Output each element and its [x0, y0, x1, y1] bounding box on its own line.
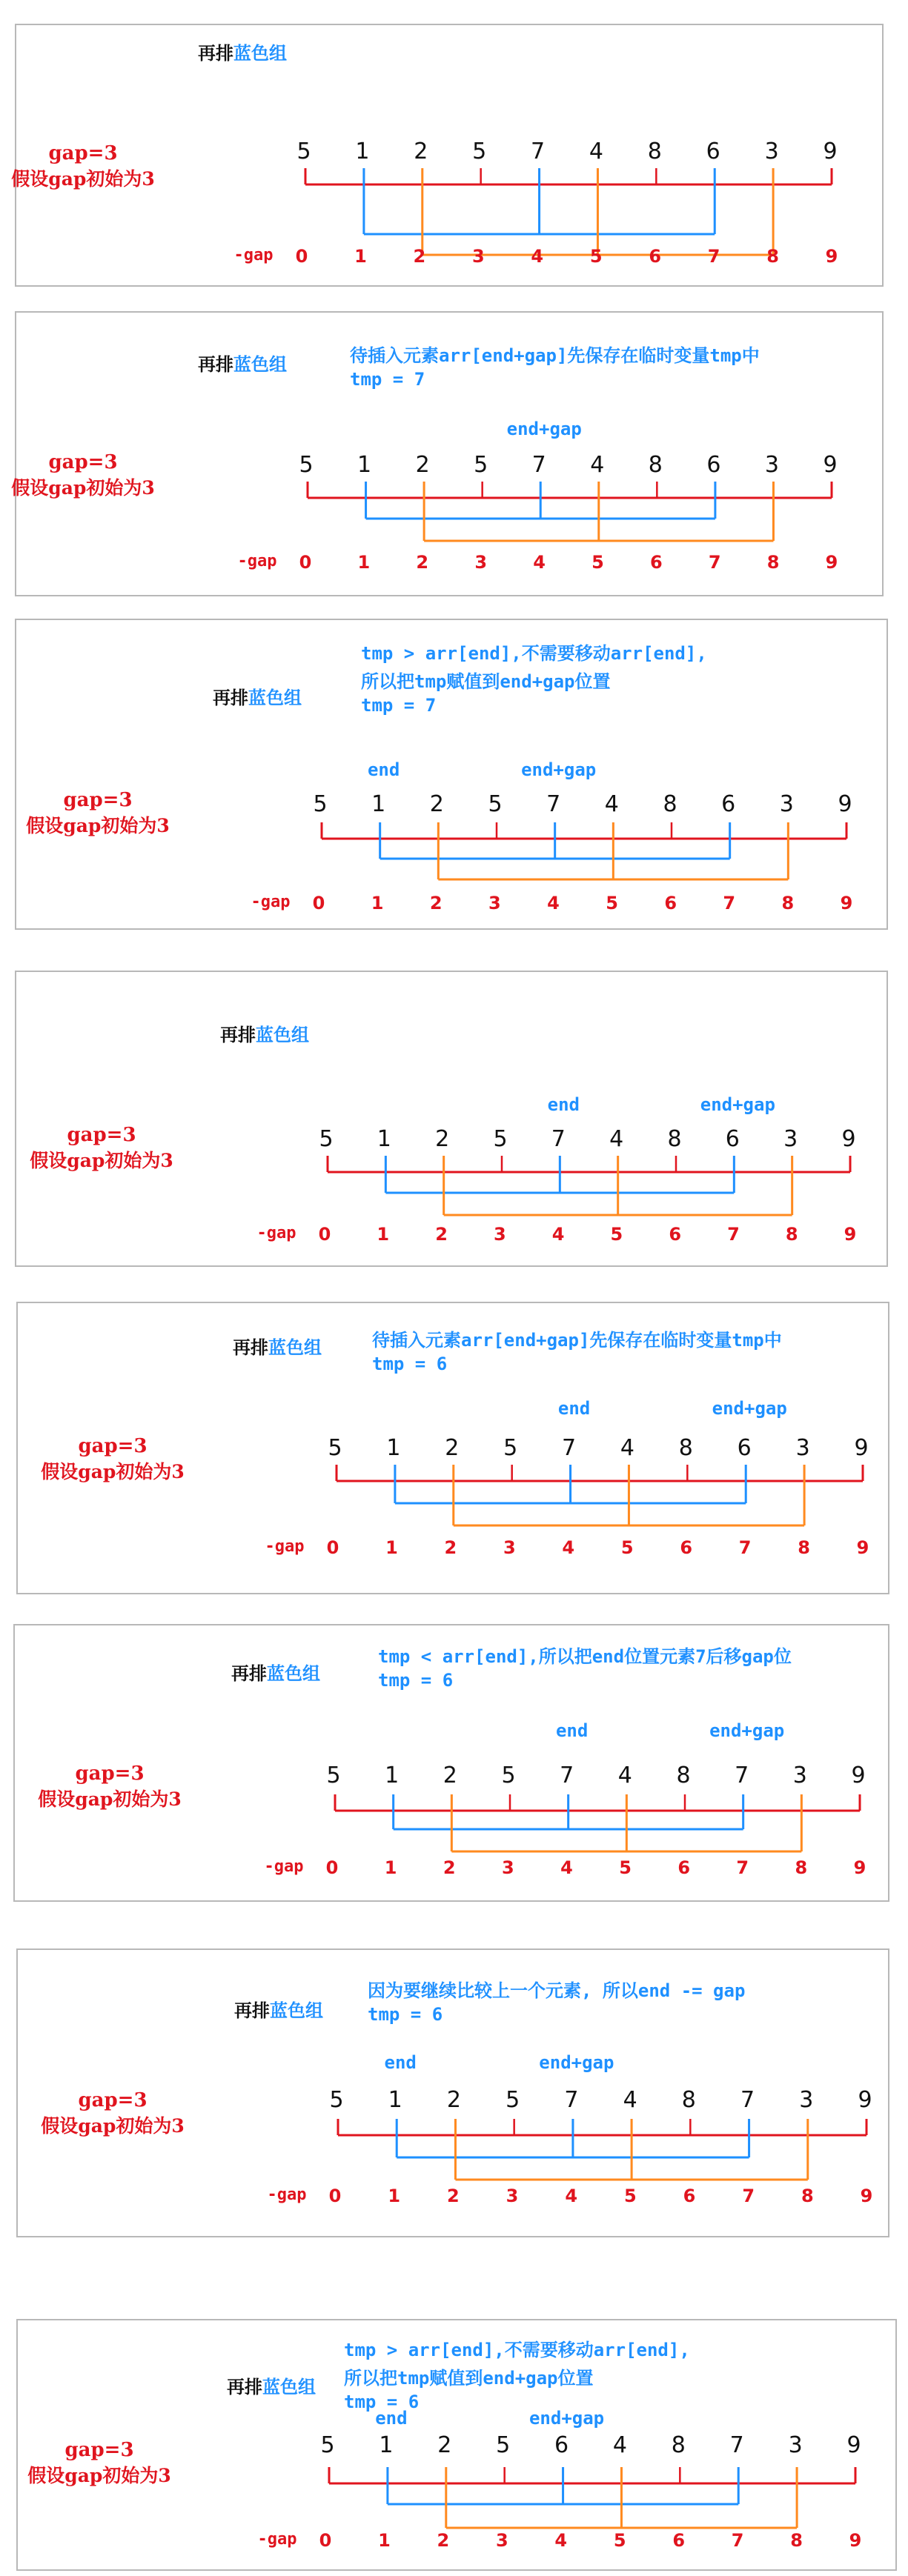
- index-prefix: -gap: [233, 246, 274, 264]
- array-value: 1: [355, 139, 370, 164]
- step-note-line: tmp < arr[end],所以把end位置元素7后移gap位: [378, 1646, 792, 1667]
- array-value: 6: [554, 2432, 569, 2458]
- end-marker: end: [384, 2052, 417, 2073]
- step-note-line: 因为要继续比较上一个元素, 所以end -= gap: [368, 1980, 746, 2001]
- index-label: 9: [825, 246, 838, 267]
- array-diagram: [16, 972, 889, 1268]
- step-panel-3: [15, 619, 888, 930]
- array-value: 2: [414, 139, 428, 164]
- array-value: 2: [415, 452, 430, 478]
- array-diagram: [16, 620, 889, 931]
- end-gap-marker: end+gap: [521, 759, 597, 780]
- array-value: 7: [531, 139, 546, 164]
- index-label: 5: [613, 2530, 626, 2551]
- index-label: 9: [860, 2186, 873, 2206]
- index-label: 5: [623, 2186, 637, 2206]
- index-prefix: -gap: [256, 1224, 296, 1242]
- gap-label: gap=3: [67, 1124, 136, 1146]
- index-label: 5: [591, 552, 604, 573]
- array-value: 6: [721, 791, 736, 817]
- array-value: 1: [377, 1126, 391, 1152]
- index-label: 1: [354, 246, 367, 267]
- index-label: 5: [620, 1537, 634, 1558]
- array-value: 3: [779, 791, 794, 817]
- end-gap-marker: end+gap: [700, 1094, 775, 1115]
- index-label: 3: [471, 246, 485, 267]
- end-marker: end: [555, 1720, 589, 1741]
- array-value: 5: [493, 1126, 508, 1152]
- index-label: 8: [766, 552, 780, 573]
- index-label: 2: [437, 2530, 450, 2551]
- gap-label: gap=3: [64, 2439, 134, 2461]
- array-value: 6: [725, 1126, 740, 1152]
- index-prefix: -gap: [251, 893, 291, 911]
- gap-desc: 假设gap初始为3: [26, 815, 170, 836]
- array-diagram: [18, 2320, 898, 2572]
- array-value: 9: [838, 791, 852, 817]
- index-label: 3: [488, 893, 501, 913]
- array-value: 9: [823, 452, 838, 478]
- index-label: 3: [474, 552, 488, 573]
- title-prefix: 再排: [220, 1024, 256, 1045]
- array-diagram: [16, 25, 885, 288]
- index-prefix: -gap: [264, 1857, 304, 1876]
- array-value: 3: [795, 1435, 810, 1461]
- index-label: 6: [677, 1857, 691, 1878]
- index-label: 9: [849, 2530, 862, 2551]
- array-value: 6: [706, 452, 721, 478]
- end-marker: end: [547, 1094, 580, 1115]
- array-value: 8: [663, 791, 677, 817]
- step-note-line: tmp > arr[end],不需要移动arr[end],: [361, 643, 707, 664]
- title-prefix: 再排: [213, 687, 248, 708]
- index-label: 1: [377, 1224, 390, 1245]
- array-value: 5: [319, 1126, 334, 1152]
- title-prefix: 再排: [233, 1337, 268, 1358]
- array-value: 3: [792, 1763, 807, 1788]
- index-label: 1: [388, 2186, 401, 2206]
- array-value: 1: [379, 2432, 394, 2458]
- index-label: 3: [495, 2530, 508, 2551]
- step-panel-2: [11, 311, 884, 596]
- array-value: 1: [386, 1435, 401, 1461]
- array-value: 5: [328, 1435, 342, 1461]
- array-value: 7: [729, 2432, 744, 2458]
- index-label: 0: [319, 2530, 332, 2551]
- index-label: 7: [727, 1224, 740, 1245]
- array-value: 1: [385, 1763, 400, 1788]
- index-label: 9: [856, 1537, 869, 1558]
- gap-desc: 假设gap初始为3: [11, 168, 155, 190]
- index-label: 2: [413, 246, 426, 267]
- end-gap-marker: end+gap: [528, 2408, 605, 2429]
- array-value: 4: [617, 1763, 632, 1788]
- gap-desc: 假设gap初始为3: [41, 2115, 185, 2137]
- step-panel-1: [11, 24, 884, 287]
- array-value: 3: [799, 2087, 814, 2113]
- index-label: 8: [766, 246, 779, 267]
- index-label: 6: [649, 552, 663, 573]
- array-value: 4: [609, 1126, 624, 1152]
- index-label: 7: [736, 1857, 749, 1878]
- end-gap-marker: end+gap: [709, 1720, 785, 1741]
- array-value: 3: [783, 1126, 798, 1152]
- index-prefix: -gap: [267, 2186, 307, 2204]
- index-label: 5: [589, 246, 603, 267]
- index-label: 2: [444, 1537, 457, 1558]
- index-label: 8: [781, 893, 795, 913]
- index-label: 9: [825, 552, 838, 573]
- index-label: 4: [531, 246, 544, 267]
- title-prefix: 再排: [231, 1663, 267, 1684]
- index-label: 4: [551, 1224, 565, 1245]
- array-value: 7: [562, 1435, 577, 1461]
- index-label: 6: [680, 1537, 693, 1558]
- step-note-line: tmp = 6: [372, 1354, 448, 1374]
- gap-label: gap=3: [48, 142, 118, 164]
- step-note-line: tmp = 6: [378, 1670, 454, 1691]
- step-panel-5: [16, 1302, 889, 1594]
- index-label: 0: [318, 1224, 331, 1245]
- step-panel-4: [15, 971, 888, 1267]
- array-value: 9: [823, 139, 838, 164]
- index-label: 6: [664, 893, 677, 913]
- array-diagram: [15, 1625, 891, 1903]
- step-note-line: 所以把tmp赋值到end+gap位置: [344, 2368, 594, 2389]
- step-panel-7: [16, 1948, 889, 2237]
- array-diagram: [18, 1303, 891, 1596]
- array-value: 4: [620, 1435, 634, 1461]
- array-value: 7: [551, 1126, 566, 1152]
- index-label: 6: [649, 246, 662, 267]
- index-label: 7: [731, 2530, 744, 2551]
- index-label: 1: [371, 893, 384, 913]
- index-label: 0: [295, 246, 308, 267]
- array-value: 4: [604, 791, 619, 817]
- title-group: 蓝色组: [262, 2376, 316, 2397]
- array-value: 4: [623, 2087, 637, 2113]
- index-label: 3: [503, 1537, 516, 1558]
- array-diagram: [16, 313, 885, 598]
- step-note-line: 待插入元素arr[end+gap]先保存在临时变量tmp中: [350, 345, 760, 366]
- gap-label: gap=3: [63, 789, 133, 811]
- index-label: 2: [416, 552, 429, 573]
- index-label: 7: [707, 246, 720, 267]
- array-value: 8: [648, 452, 663, 478]
- array-value: 4: [589, 139, 603, 164]
- title-prefix: 再排: [198, 353, 233, 375]
- array-value: 9: [846, 2432, 861, 2458]
- array-value: 5: [299, 452, 314, 478]
- gap-desc: 假设gap初始为3: [11, 477, 155, 499]
- array-value: 1: [388, 2087, 402, 2113]
- array-value: 5: [474, 452, 488, 478]
- index-label: 4: [547, 893, 560, 913]
- index-label: 3: [501, 1857, 514, 1878]
- title-prefix: 再排: [227, 2376, 262, 2397]
- array-value: 9: [841, 1126, 856, 1152]
- index-label: 8: [790, 2530, 803, 2551]
- array-value: 5: [313, 791, 328, 817]
- index-label: 8: [801, 2186, 814, 2206]
- index-prefix: -gap: [265, 1537, 305, 1556]
- array-value: 4: [590, 452, 605, 478]
- array-value: 9: [851, 1763, 866, 1788]
- index-label: 4: [554, 2530, 568, 2551]
- index-label: 7: [738, 1537, 752, 1558]
- array-value: 5: [320, 2432, 335, 2458]
- array-value: 9: [858, 2087, 872, 2113]
- array-value: 2: [435, 1126, 450, 1152]
- index-label: 4: [533, 552, 546, 573]
- array-value: 7: [564, 2087, 579, 2113]
- array-value: 5: [296, 139, 311, 164]
- array-value: 8: [676, 1763, 691, 1788]
- step-note-line: tmp = 6: [344, 2392, 420, 2412]
- end-marker: end: [557, 1398, 591, 1419]
- gap-label: gap=3: [48, 451, 118, 473]
- index-label: 2: [429, 893, 443, 913]
- index-label: 1: [357, 552, 371, 573]
- end-marker: end: [367, 759, 400, 780]
- array-value: 3: [764, 139, 779, 164]
- index-label: 7: [708, 552, 721, 573]
- array-value: 9: [854, 1435, 869, 1461]
- title-group: 蓝色组: [248, 687, 302, 708]
- end-gap-marker: end+gap: [539, 2052, 614, 2073]
- array-value: 6: [737, 1435, 752, 1461]
- gap-label: gap=3: [78, 2089, 148, 2111]
- title-group: 蓝色组: [267, 1663, 320, 1684]
- index-label: 5: [610, 1224, 623, 1245]
- array-value: 5: [503, 1435, 518, 1461]
- array-value: 3: [788, 2432, 803, 2458]
- array-value: 7: [740, 2087, 755, 2113]
- array-value: 5: [488, 791, 503, 817]
- step-panel-8: [16, 2319, 897, 2571]
- index-label: 9: [844, 1224, 857, 1245]
- array-value: 1: [357, 452, 372, 478]
- index-label: 7: [723, 893, 736, 913]
- title-prefix: 再排: [198, 42, 233, 64]
- step-note-line: tmp = 7: [361, 695, 437, 716]
- index-label: 8: [798, 1537, 810, 1558]
- array-value: 2: [437, 2432, 452, 2458]
- index-label: 1: [385, 1537, 398, 1558]
- array-value: 6: [706, 139, 720, 164]
- index-label: 2: [443, 1857, 456, 1878]
- array-value: 5: [472, 139, 487, 164]
- index-label: 2: [435, 1224, 448, 1245]
- array-value: 8: [667, 1126, 682, 1152]
- index-prefix: -gap: [237, 552, 277, 570]
- array-value: 7: [531, 452, 546, 478]
- end-marker: end: [375, 2408, 408, 2429]
- array-value: 3: [764, 452, 779, 478]
- title-group: 蓝色组: [270, 2000, 323, 2021]
- title-group: 蓝色组: [233, 353, 287, 375]
- index-label: 4: [562, 1537, 575, 1558]
- index-label: 0: [299, 552, 312, 573]
- gap-label: gap=3: [78, 1435, 148, 1457]
- end-gap-marker: end+gap: [712, 1398, 787, 1419]
- index-label: 2: [446, 2186, 460, 2206]
- index-label: 4: [560, 1857, 573, 1878]
- index-label: 8: [785, 1224, 798, 1245]
- index-label: 4: [565, 2186, 578, 2206]
- index-label: 7: [742, 2186, 755, 2206]
- array-value: 5: [501, 1763, 516, 1788]
- array-value: 5: [326, 1763, 341, 1788]
- index-label: 9: [840, 893, 853, 913]
- gap-label: gap=3: [75, 1763, 145, 1785]
- step-note-line: tmp = 7: [350, 369, 425, 390]
- index-label: 0: [325, 1857, 339, 1878]
- index-label: 5: [619, 1857, 632, 1878]
- index-label: 6: [669, 1224, 682, 1245]
- title-group: 蓝色组: [256, 1024, 309, 1045]
- index-label: 0: [312, 893, 325, 913]
- array-value: 8: [681, 2087, 696, 2113]
- step-note-line: tmp > arr[end],不需要移动arr[end],: [344, 2340, 690, 2360]
- index-label: 8: [795, 1857, 808, 1878]
- index-label: 1: [384, 1857, 397, 1878]
- array-value: 8: [678, 1435, 693, 1461]
- array-value: 2: [446, 2087, 461, 2113]
- array-value: 2: [429, 791, 444, 817]
- array-value: 2: [443, 1763, 457, 1788]
- array-value: 2: [445, 1435, 460, 1461]
- index-label: 5: [606, 893, 618, 913]
- array-value: 7: [735, 1763, 749, 1788]
- array-value: 8: [647, 139, 662, 164]
- index-label: 9: [853, 1857, 866, 1878]
- array-diagram: [18, 1950, 891, 2239]
- index-prefix: -gap: [257, 2530, 297, 2549]
- index-label: 3: [493, 1224, 506, 1245]
- array-value: 7: [546, 791, 561, 817]
- array-value: 4: [612, 2432, 627, 2458]
- array-value: 1: [371, 791, 386, 817]
- gap-desc: 假设gap初始为3: [41, 1461, 185, 1482]
- array-value: 5: [496, 2432, 511, 2458]
- array-value: 8: [671, 2432, 686, 2458]
- step-note-line: 待插入元素arr[end+gap]先保存在临时变量tmp中: [372, 1330, 782, 1351]
- title-prefix: 再排: [234, 2000, 270, 2021]
- gap-desc: 假设gap初始为3: [27, 2465, 171, 2486]
- gap-desc: 假设gap初始为3: [30, 1150, 173, 1171]
- index-label: 1: [378, 2530, 391, 2551]
- step-panel-6: [13, 1624, 889, 1902]
- index-label: 0: [326, 1537, 339, 1558]
- index-label: 6: [683, 2186, 696, 2206]
- index-label: 3: [506, 2186, 519, 2206]
- end-gap-marker: end+gap: [506, 419, 582, 439]
- index-label: 0: [328, 2186, 342, 2206]
- step-note-line: 所以把tmp赋值到end+gap位置: [361, 671, 611, 692]
- index-label: 6: [672, 2530, 686, 2551]
- array-value: 5: [506, 2087, 520, 2113]
- array-value: 5: [329, 2087, 344, 2113]
- array-value: 7: [560, 1763, 574, 1788]
- step-note-line: tmp = 6: [368, 2004, 443, 2025]
- title-group: 蓝色组: [233, 42, 287, 64]
- gap-desc: 假设gap初始为3: [38, 1788, 182, 1810]
- title-group: 蓝色组: [268, 1337, 322, 1358]
